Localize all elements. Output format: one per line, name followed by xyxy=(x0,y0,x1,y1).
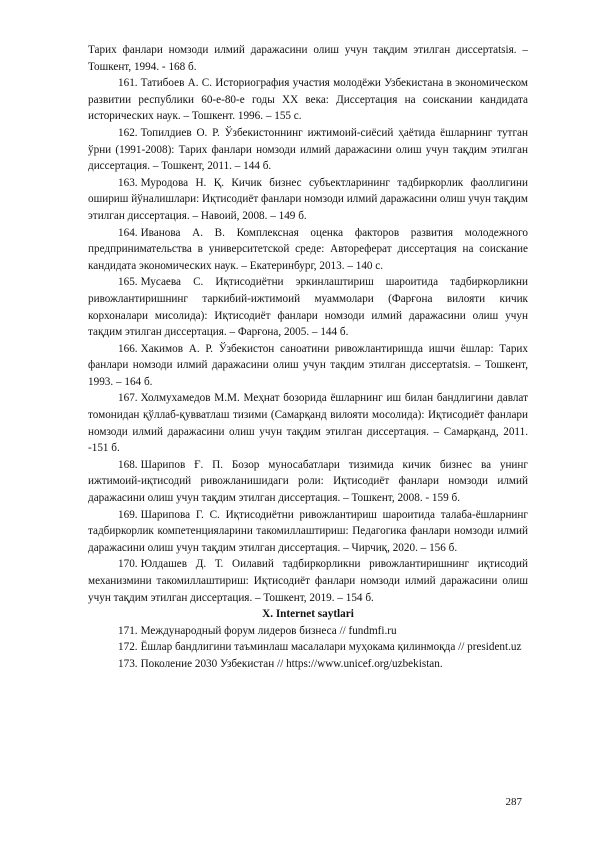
reference-number: 164. xyxy=(118,226,138,239)
reference-text: Мусаева С. Иқтисодиётни эркинлаштириш шароитида тадбиркорликни ривожлантиришнинг таркибий-ижтимоий муаммолари (Фарғона вилояти кичик корхоналари мисолида): Иқтисодиёт фанлари номзоди илмий даражасини олиш учун тақдим этилган диссертация. – Фарғона, 2005. – 144 б. xyxy=(88,276,528,339)
reference-text: Татибоев А. С. Историография участия молодёжи Узбекистана в экономическом развитии республики 60-е-80-е годы XX века: Диссертация на соискании кандидата исторических наук. – Тошкент. 1996. – 155 с. xyxy=(88,77,528,123)
reference-item-165 xyxy=(88,274,528,340)
reference-item-170 xyxy=(88,556,528,606)
reference-number: 166. xyxy=(118,342,138,355)
reference-item-162 xyxy=(88,125,528,175)
internet-sites-list xyxy=(88,623,528,673)
reference-text: Муродова Н. Қ. Кичик бизнес субъектларининг тадбиркорлик фаоллигини ошириш йўналишлари: Иқтисодиёт фанлари номзоди илмий даражасини олиш учун тақдим этилган диссертация. – Навоий, 2008. – 149 б. xyxy=(88,176,528,222)
reference-number: 170. xyxy=(118,558,138,571)
reference-number: 168. xyxy=(118,458,138,471)
section-heading: X. Internet saytlari xyxy=(262,608,354,621)
reference-item-171 xyxy=(88,623,528,640)
reference-item-173 xyxy=(88,656,528,673)
reference-item-163 xyxy=(88,175,528,225)
reference-text: Поколение 2030 Узбекистан // https://www.unicef.org/uzbekistan. xyxy=(140,657,443,670)
reference-item-166 xyxy=(88,341,528,391)
reference-text: Международный форум лидеров бизнеса // fundmfi.ru xyxy=(140,624,397,637)
reference-number: 169. xyxy=(118,508,138,521)
reference-item-164 xyxy=(88,225,528,275)
reference-item-172 xyxy=(88,639,528,656)
reference-number: 167. xyxy=(118,392,138,405)
reference-text: Хакимов А. Р. Ўзбекистон саноатини ривожлантиришда ишчи ёшлар: Тарих фанлари номзоди илмий даражасини олиш учун тақдим этилган диссертatsiя. – Тошкент, 1993. – 164 б. xyxy=(88,342,528,388)
reference-item-161 xyxy=(88,75,528,125)
reference-item-169 xyxy=(88,507,528,557)
reference-number: 161. xyxy=(118,77,138,90)
reference-text: Холмухамедов М.М. Меҳнат бозорида ёшларнинг иш билан бандлигини давлат томонидан қўллаб-қувватлаш тизими (Самарқанд вилояти мосолида): Иқтисодиёт фанлари номзоди илмий даражасини олиш учун тақдим этилган диссертация. – Самарқанд, 2011. -151 б. xyxy=(88,392,528,455)
reference-number: 162. xyxy=(118,126,138,139)
reference-text: Топилдиев О. Р. Ўзбекистоннинг ижтимоий-сиёсий ҳаётида ёшларнинг тутган ўрни (1991-2008): Тарих фанлари номзоди илмий даражасини олиш учун тақдим этилган диссертация. – Тошкент, 2011. – 144 б. xyxy=(88,126,528,173)
reference-list xyxy=(88,75,528,606)
reference-text: Юлдашев Д. Т. Оилавий тадбиркорликни ривожлантиришнинг иқтисодий механизмини такомиллаштириш: Иқтисодиёт фанлари номзоди илмий даражасини олиш учун тақдим этилган диссертация. – Тошкент, 2019. – 154 б. xyxy=(88,558,528,604)
reference-text: Ёшлар бандлигини таъминлаш масалалари муҳокама қилинмоқда // president.uz xyxy=(140,641,522,654)
reference-text: Иванова А. В. Комплексная оценка факторов развития молодежного предпринимательства в университетской среде: Автореферат диссертация на соискание кандидата экономических наук. – Екатеринбург, 2013. – 140 с. xyxy=(88,226,528,272)
reference-item-167 xyxy=(88,390,528,456)
continued-reference-text: Тарих фанлари номзоди илмий даражасини олиш учун тақдим этилган диссертatsiя. – Тошкент, 1994. - 168 б. xyxy=(88,44,528,73)
reference-number: 172. xyxy=(118,641,138,654)
reference-number: 163. xyxy=(118,176,138,189)
reference-item-168 xyxy=(88,457,528,507)
reference-text: Шарипова Г. С. Иқтисодиётни ривожлантириш шароитида талаба-ёшларнинг тадбиркорлик компетенцияларини такомиллаштириш: Педагогика фанлари номзоди илмий даражасини олиш учун тақдим этилган диссертация. – Чирчиқ, 2020. – 156 б. xyxy=(88,508,528,554)
reference-number: 173. xyxy=(118,657,138,670)
reference-number: 171. xyxy=(118,624,138,637)
reference-number: 165. xyxy=(118,276,138,289)
document-page xyxy=(88,42,528,673)
reference-text: Шарипов Ғ. П. Бозор муносабатлари тизимида кичик бизнес ва унинг ижтимоий-иқтисодий ривожланишидаги роли: Иқтисодиёт фанлари номзоди илмий даражасини олиш учун тақдим этилган диссертация. – Тошкент, 2008. - 159 б. xyxy=(88,458,528,505)
page-number: 287 xyxy=(505,796,522,808)
